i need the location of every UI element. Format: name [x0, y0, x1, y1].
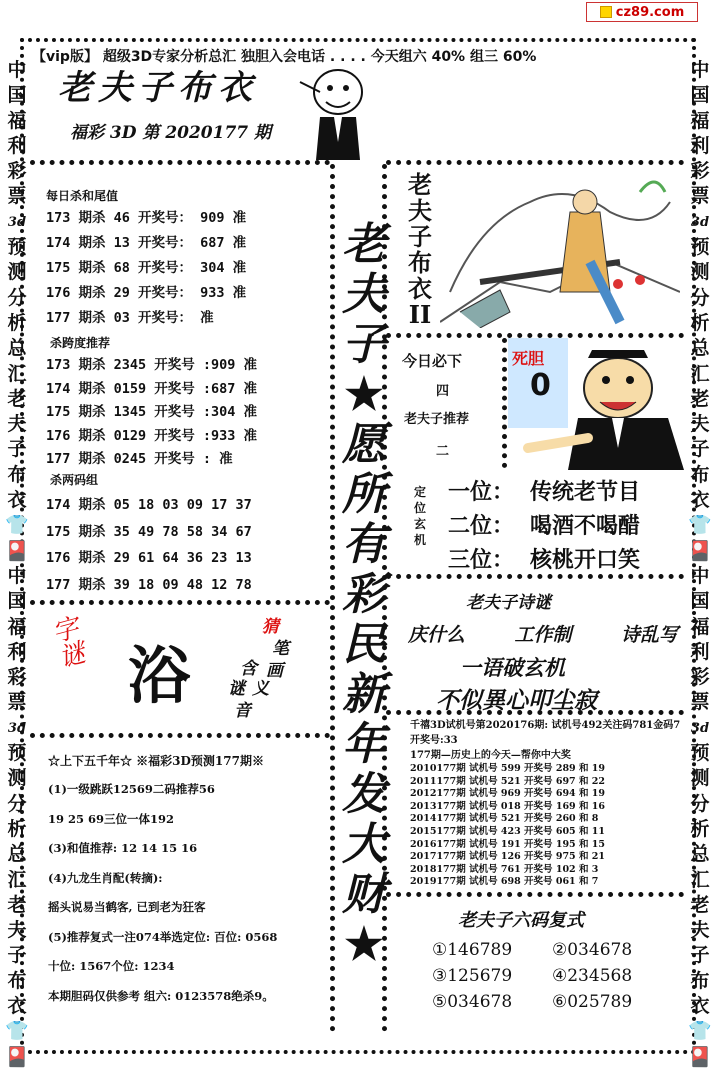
brand-vertical — [400, 172, 440, 328]
side-char: 夫 — [7, 919, 27, 942]
riddle-word: 含 — [240, 659, 257, 679]
list-item: 174 期杀 13 开奖号： 687 准 — [46, 235, 247, 251]
history-header3: 177期—历史上的今天—帮你中大奖 — [410, 750, 571, 761]
divider — [30, 600, 330, 605]
list-item: 177 期杀 03 开奖号： 准 — [46, 310, 214, 326]
side-char: 老 — [7, 387, 27, 410]
bubble-label: 死胆 — [512, 349, 545, 368]
riddle-char: 浴 — [128, 639, 191, 712]
side-char: 彩 — [7, 666, 27, 689]
star-icon: ★ — [344, 369, 384, 420]
riddle-word: 猜 — [262, 617, 279, 637]
side-char: 利 — [690, 134, 710, 157]
riddle-word: 音 — [234, 701, 251, 721]
history-row: 2010177期 试机号 599 开奖号 289 和 19 — [410, 763, 605, 774]
side-char: 布 — [7, 463, 27, 486]
side-char: 总 — [7, 843, 27, 866]
brand-char: 布 — [408, 248, 432, 277]
poem-line1 — [408, 620, 678, 647]
position-label — [410, 484, 430, 548]
divider — [502, 338, 507, 468]
position-label-char: 位 — [413, 501, 426, 515]
side-char: 子 — [7, 438, 27, 461]
forecast-line: (1)一级跳跃12569二码推荐56 — [48, 782, 215, 796]
history-box — [410, 716, 686, 889]
list-item: 175 期杀 1345 开奖号 :304 准 — [46, 404, 258, 420]
side-char: 3d — [690, 214, 710, 230]
side-char: 票 — [690, 691, 710, 714]
riddle-words — [210, 612, 310, 724]
must-num2: 二 — [436, 444, 450, 459]
list-item: 175 期杀 68 开奖号： 304 准 — [46, 260, 247, 276]
slogan-char: 财 — [342, 869, 386, 920]
banner-text: 【vip版】 超级3D专家分析总汇 独胆入会电话 . . . . 今天组六 40% 组三 60% — [32, 49, 537, 65]
side-char: 测 — [7, 261, 27, 284]
history-row: 2014177期 试机号 521 开奖号 260 和 8 — [410, 813, 599, 825]
must-num1: 四 — [436, 384, 450, 399]
side-char: 中 — [690, 59, 710, 81]
side-char: 析 — [7, 817, 27, 840]
side-char: 老 — [690, 387, 710, 410]
slogan-char: 老 — [342, 219, 386, 270]
forecast-line: 19 25 69三位一体192 — [48, 811, 175, 826]
side-char: 🎴 — [688, 1045, 712, 1068]
side-char: 3d — [7, 214, 27, 230]
six-code-title: 老夫子六码复式 — [458, 910, 584, 931]
side-char: 预 — [690, 236, 710, 259]
slogan-char: 有 — [342, 519, 386, 570]
position-text: 核桃开口笑 — [530, 548, 641, 573]
forecast-line: (4)九龙生肖配(转摘): — [48, 870, 163, 885]
divider — [30, 160, 330, 165]
poem-phrase: 庆什么 — [408, 624, 466, 646]
forecast-line: 十位: 1567个位: 1234 — [48, 959, 175, 973]
side-char: 分 — [690, 792, 710, 815]
side-char: 中 — [7, 564, 27, 587]
side-char: 3d — [690, 720, 710, 736]
brand-char: 夫 — [408, 196, 432, 225]
side-char: 老 — [690, 893, 710, 916]
forecast-title: ☆上下五千年☆ ※福彩3D预测177期※ — [48, 754, 264, 768]
kill-pair-title: 杀两码组 — [50, 473, 99, 487]
list-item: 177 期杀 39 18 09 48 12 78 — [46, 576, 252, 593]
side-char: 衣 — [690, 489, 710, 512]
position-name: 二位： — [448, 514, 515, 539]
list-item: 174 期杀 05 18 03 09 17 37 — [46, 497, 252, 513]
side-char: 分 — [7, 792, 27, 815]
side-char: 票 — [690, 185, 710, 208]
poem-line3: 不似異心叩尘寂 — [436, 687, 597, 714]
side-char: 析 — [690, 311, 710, 334]
forecast-line: (5)推荐复式一注074举选定位: 百位: 0568 — [48, 929, 278, 944]
side-char: 票 — [7, 691, 27, 714]
kill-pair-list — [46, 492, 252, 598]
site-logo-icon — [600, 6, 612, 18]
list-item: 173 期杀 46 开奖号： 909 准 — [46, 210, 247, 226]
side-char: 夫 — [690, 413, 710, 436]
position-name: 三位： — [448, 548, 515, 573]
side-char: 👕 — [5, 514, 29, 537]
cartoon-figure-top — [290, 62, 380, 162]
center-slogan — [340, 220, 388, 970]
brand-char: 子 — [408, 222, 432, 251]
side-char: 国 — [7, 84, 27, 107]
side-char: 测 — [690, 261, 710, 284]
kill-span-list — [46, 354, 257, 472]
slogan-char: 发 — [342, 769, 386, 820]
forecast-box — [48, 752, 328, 1017]
brand-char: II — [408, 300, 432, 329]
six-code-grid — [432, 940, 672, 1012]
center-star-top — [338, 168, 378, 208]
left-side-column — [4, 58, 30, 1070]
kill-span-title: 杀跨度推荐 — [50, 336, 111, 350]
position-row — [448, 544, 640, 578]
site-badge[interactable] — [586, 2, 698, 22]
poem-line2: 一语破玄机 — [460, 655, 565, 680]
history-header2: 开奖号:33 — [410, 735, 458, 746]
side-char: 票 — [7, 185, 27, 208]
slogan-char: 彩 — [342, 569, 386, 620]
riddle-word: 谜 — [228, 679, 245, 699]
divider — [330, 164, 335, 1032]
history-row: 2018177期 试机号 761 开奖号 102 和 3 — [410, 863, 599, 875]
position-label-char: 玄 — [413, 517, 426, 531]
slogan-char: 大 — [342, 819, 386, 870]
position-text: 传统老节目 — [530, 480, 641, 505]
list-item: 176 期杀 29 61 64 36 23 13 — [46, 550, 252, 566]
side-char: 彩 — [690, 160, 710, 183]
list-item: 173 期杀 2345 开奖号 :909 准 — [46, 357, 258, 373]
side-char: 中 — [690, 564, 710, 587]
history-row: 2019177期 试机号 698 开奖号 061 和 7 — [410, 876, 599, 888]
side-char: 夫 — [690, 919, 710, 942]
must-line2: 老夫子推荐 — [404, 412, 470, 427]
side-char: 👕 — [688, 1020, 712, 1043]
side-char: 中 — [7, 59, 27, 81]
divider — [386, 892, 684, 897]
poem-phrase: 工作制 — [514, 624, 572, 646]
slogan-char: 子 — [342, 319, 386, 370]
side-char: 3d — [7, 720, 27, 736]
side-char: 🎴 — [5, 1045, 29, 1068]
six-code-item: ③125679 — [432, 966, 513, 986]
side-char: 总 — [690, 843, 710, 866]
forecast-line: 摇头说易当鹤客, 已到老为狂客 — [48, 900, 206, 914]
side-char: 国 — [690, 84, 710, 107]
slogan-char: 愿 — [342, 419, 386, 470]
divider — [386, 160, 684, 165]
forecast-line: (3)和值推荐: 12 14 15 16 — [48, 841, 198, 855]
six-code-item: ⑥025789 — [552, 992, 633, 1012]
slogan-char: 民 — [342, 619, 386, 670]
side-char: 测 — [690, 767, 710, 790]
site-badge-label: cz89.com — [615, 4, 685, 20]
list-item: 174 期杀 0159 开奖号 :687 准 — [46, 380, 258, 397]
position-label-char: 定 — [413, 485, 426, 499]
side-char: 汇 — [7, 868, 27, 891]
slogan-char: 夫 — [342, 269, 386, 320]
forecast-line: 本期胆码仅供参考 组六: 0123578绝杀9。 — [48, 988, 274, 1003]
side-char: 布 — [690, 969, 710, 992]
side-char: 老 — [7, 893, 27, 916]
side-char: 汇 — [690, 868, 710, 891]
position-rows — [448, 476, 640, 578]
side-char: 国 — [690, 590, 710, 613]
side-char: 布 — [690, 463, 710, 486]
list-item: 175 期杀 35 49 78 58 34 67 — [46, 523, 252, 540]
side-char: 析 — [690, 817, 710, 840]
side-char: 👕 — [688, 514, 712, 537]
side-char: 分 — [7, 286, 27, 309]
history-row: 2017177期 试机号 126 开奖号 975 和 21 — [410, 851, 605, 863]
page-title: 老夫子布衣 — [58, 68, 258, 108]
position-row — [448, 476, 640, 510]
star-icon: ★ — [344, 919, 384, 970]
side-char: 利 — [7, 134, 27, 157]
issue-number: 福彩 3D 第 2020177 期 — [70, 123, 272, 143]
side-char: 👕 — [5, 1020, 29, 1043]
side-char: 子 — [690, 438, 710, 461]
six-code-item: ⑤034678 — [432, 992, 513, 1012]
side-char: 彩 — [690, 666, 710, 689]
list-item: 176 期杀 29 开奖号： 933 准 — [46, 285, 247, 301]
slogan-char: 年 — [342, 719, 386, 770]
side-char: 福 — [7, 615, 27, 638]
divider — [30, 733, 330, 738]
must-line1: 今日必下 — [402, 352, 463, 370]
side-char: 衣 — [690, 994, 710, 1017]
side-char: 🎴 — [5, 539, 29, 562]
list-item: 177 期杀 0245 开奖号 : 准 — [46, 451, 233, 467]
landscape-illustration — [440, 172, 680, 328]
side-char: 子 — [690, 944, 710, 967]
history-row: 2013177期 试机号 018 开奖号 169 和 16 — [410, 800, 605, 812]
side-char: 子 — [7, 944, 27, 967]
riddle-label-text: 字谜 — [44, 613, 88, 672]
side-char: 预 — [7, 236, 27, 259]
six-code-item: ②034678 — [552, 940, 633, 960]
kill-sum-list — [46, 206, 246, 331]
side-char: 国 — [7, 590, 27, 613]
slogan-char: 所 — [342, 469, 386, 520]
history-row: 2015177期 试机号 423 开奖号 605 和 11 — [410, 825, 605, 837]
side-char: 测 — [7, 767, 27, 790]
side-char: 预 — [7, 742, 27, 765]
side-char: 🎴 — [688, 539, 712, 562]
history-header1: 千禧3D试机号第2020176期: 试机号492关注码781金码7 — [410, 720, 681, 731]
list-item: 176 期杀 0129 开奖号 :933 准 — [46, 427, 258, 444]
side-char: 彩 — [7, 160, 27, 183]
side-char: 夫 — [7, 413, 27, 436]
riddle-word: 义 — [252, 679, 269, 699]
six-code-item: ④234568 — [552, 966, 633, 986]
right-side-column — [687, 58, 713, 1070]
side-char: 总 — [690, 337, 710, 360]
position-text: 喝酒不喝醋 — [530, 514, 641, 539]
side-char: 衣 — [7, 994, 27, 1017]
position-label-char: 机 — [413, 533, 426, 547]
slogan-char: 新 — [342, 669, 386, 720]
history-row: 2012177期 试机号 969 开奖号 694 和 19 — [410, 788, 605, 800]
history-row: 2011177期 试机号 521 开奖号 697 和 22 — [410, 775, 605, 787]
position-name: 一位： — [448, 480, 515, 505]
side-char: 析 — [7, 311, 27, 334]
side-char: 衣 — [7, 489, 27, 512]
bubble-value: 0 — [530, 368, 551, 403]
cartoon-figure-right — [508, 338, 684, 470]
side-char: 布 — [7, 969, 27, 992]
kill-sum-title: 每日杀和尾值 — [46, 189, 119, 203]
riddle-word: 画 — [266, 661, 283, 681]
side-char: 福 — [690, 615, 710, 638]
poem-title: 老夫子诗谜 — [466, 593, 551, 613]
six-code-item: ①146789 — [432, 940, 513, 960]
side-char: 预 — [690, 742, 710, 765]
position-row — [448, 510, 640, 544]
side-char: 总 — [7, 337, 27, 360]
side-char: 福 — [690, 109, 710, 132]
poem-phrase: 诗乱写 — [620, 624, 678, 646]
riddle-label — [44, 613, 88, 706]
history-row: 2016177期 试机号 191 开奖号 195 和 15 — [410, 838, 605, 850]
brand-char: 老 — [408, 170, 432, 199]
riddle-word: 笔 — [272, 639, 289, 659]
side-char: 利 — [7, 640, 27, 663]
side-char: 汇 — [7, 362, 27, 385]
side-char: 福 — [7, 109, 27, 132]
side-char: 分 — [690, 286, 710, 309]
side-char: 汇 — [690, 362, 710, 385]
side-char: 利 — [690, 640, 710, 663]
brand-char: 衣 — [408, 274, 432, 303]
